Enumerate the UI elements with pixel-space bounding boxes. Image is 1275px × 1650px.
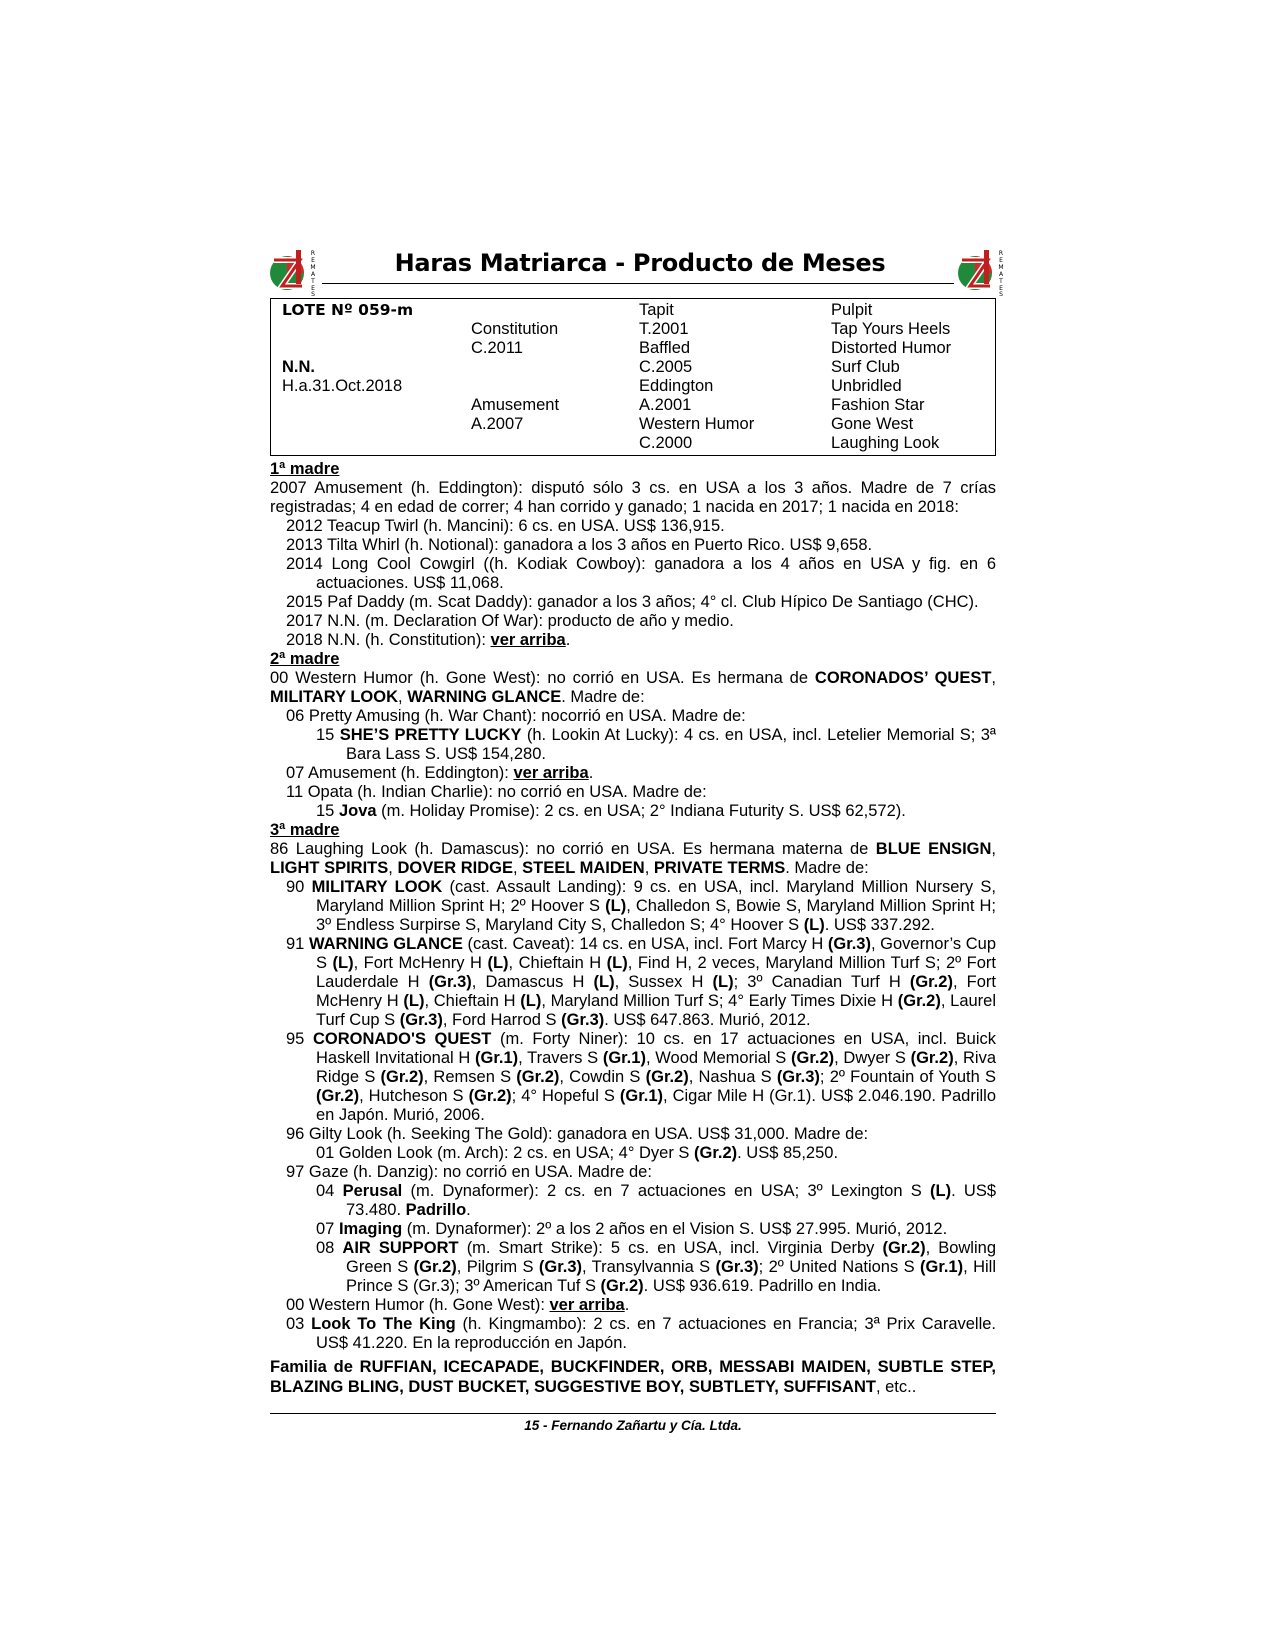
produce-entry: 2017 N.N. (m. Declaration Of War): producto de año y medio.	[286, 612, 734, 630]
ver-arriba-link: ver arriba	[513, 764, 589, 782]
pedigree-col-parents	[471, 301, 559, 434]
sire-year: C.2011	[471, 339, 523, 357]
remates-logo-right	[956, 246, 1010, 296]
grandparent: Western Humor	[639, 415, 755, 433]
great-grandparent: Laughing Look	[831, 434, 940, 452]
great-grandparent: Fashion Star	[831, 396, 925, 414]
produce-entry: 91 WARNING GLANCE (cast. Caveat): 14 cs. en USA, incl. Fort Marcy H (Gr.3), Governor’s Cup S (L), Fort McHenry H (L), Chieftain H (L), Find H, 2 veces, Maryland Million Turf S; 2º Fort Lauderdale H (Gr.3), Damascus H (L), Sussex H (L); 3º Canadian Turf H (Gr.2), Fort McHenry H (L), Chieftain H (L), Maryland Million Turf S; 4° Early Times Dixie H (Gr.2), Laurel Turf Cup S (Gr.3), Ford Harrod S (Gr.3). US$ 647.863. Murió, 2012.	[286, 935, 997, 1029]
svg-text:R: R	[998, 250, 1004, 257]
svg-text:A: A	[998, 271, 1004, 278]
svg-text:T: T	[311, 278, 315, 285]
grandparent: Eddington	[639, 377, 714, 395]
dam-paragraph: 86 Laughing Look (h. Damascus): no corrió en USA. Es hermana materna de BLUE ENSIGN, LIGHT SPIRITS, DOVER RIDGE, STEEL MAIDEN, PRIVATE TERMS. Madre de:	[270, 840, 996, 877]
dam-name: Amusement	[471, 396, 560, 414]
ver-arriba-link: ver arriba	[549, 1296, 625, 1314]
dam-paragraph: 00 Western Humor (h. Gone West): no corrió en USA. Es hermana de CORONADOS’ QUEST, MILITARY LOOK, WARNING GLANCE. Madre de:	[270, 669, 997, 706]
svg-text:E: E	[999, 285, 1003, 292]
produce-entry: 01 Golden Look (m. Arch): 2 cs. en USA; 4° Dyer S (Gr.2). US$ 85,250.	[316, 1144, 839, 1162]
great-grandparent: Pulpit	[831, 301, 873, 319]
page-title: Haras Matriarca - Producto de Meses	[394, 249, 886, 277]
produce-entry: 07 Amusement (h. Eddington): ver arriba.	[286, 764, 594, 782]
grandparent: T.2001	[639, 320, 689, 338]
produce-entry: 04 Perusal (m. Dynaformer): 2 cs. en 7 actuaciones en USA; 3º Lexington S (L). US$ 73.480. Padrillo.	[316, 1182, 997, 1219]
lot-number: LOTE Nº 059-m	[282, 301, 414, 319]
svg-text:M: M	[998, 264, 1004, 271]
svg-text:R: R	[310, 250, 316, 257]
page-footer: 15 - Fernando Zañartu y Cía. Ltda.	[524, 1418, 742, 1433]
section-heading: 1ª madre	[270, 460, 340, 478]
great-grandparent: Surf Club	[831, 358, 900, 376]
grandparent: A.2001	[639, 396, 692, 414]
horse-birth: H.a.31.Oct.2018	[282, 377, 403, 395]
produce-entry: 08 AIR SUPPORT (m. Smart Strike): 5 cs. en USA, incl. Virginia Derby (Gr.2), Bowling Green S (Gr.2), Pilgrim S (Gr.3), Transylvannia S (Gr.3); 2º United Nations S (Gr.1), Hill Prince S (Gr.3); 3º American Tuf S (Gr.2). US$ 936.619. Padrillo en India.	[316, 1239, 996, 1295]
sire-name: Constitution	[471, 320, 559, 338]
produce-entry: 07 Imaging (m. Dynaformer): 2º a los 2 años en el Vision S. US$ 27.995. Murió, 2012.	[316, 1220, 948, 1238]
svg-text:S: S	[311, 291, 315, 296]
horse-name: N.N.	[282, 358, 315, 376]
svg-text:E: E	[311, 257, 315, 264]
grandparent: Baffled	[639, 339, 691, 357]
produce-entry: 2013 Tilta Whirl (h. Notional): ganadora a los 3 años en Puerto Rico. US$ 9,658.	[286, 536, 873, 554]
pedigree-table	[270, 298, 996, 456]
family-notes	[270, 460, 996, 1397]
svg-text:M: M	[310, 264, 316, 271]
produce-entry: 95 CORONADO'S QUEST (m. Forty Niner): 10 cs. en 17 actuaciones en USA, incl. Buick Haskell Invitational H (Gr.1), Travers S (Gr.1), Wood Memorial S (Gr.2), Dwyer S (Gr.2), Riva Ridge S (Gr.2), Remsen S (Gr.2), Cowdin S (Gr.2), Nashua S (Gr.3); 2º Fountain of Youth S (Gr.2), Hutcheson S (Gr.2); 4° Hopeful S (Gr.1), Cigar Mile H (Gr.1). US$ 2.046.190. Padrillo en Japón. Murió, 2006.	[286, 1030, 997, 1124]
grandparent: C.2005	[639, 358, 693, 376]
produce-entry: 15 SHE’S PRETTY LUCKY (h. Lookin At Lucky): 4 cs. en USA, incl. Letelier Memorial S; 3ª Bara Lass S. US$ 154,280.	[316, 726, 997, 763]
produce-entry: 06 Pretty Amusing (h. War Chant): nocorrió en USA. Madre de:	[286, 707, 746, 725]
svg-text:E: E	[311, 285, 315, 292]
produce-entry: 2012 Teacup Twirl (h. Mancini): 6 cs. en USA. US$ 136,915.	[286, 517, 725, 535]
great-grandparent: Distorted Humor	[831, 339, 952, 357]
produce-entry: 11 Opata (h. Indian Charlie): no corrió en USA. Madre de:	[286, 783, 707, 801]
produce-entry: 03 Look To The King (h. Kingmambo): 2 cs. en 7 actuaciones en Francia; 3ª Prix Caravelle. US$ 41.220. En la reproducción en Japón.	[286, 1315, 997, 1352]
pedigree-col-grandparents	[639, 301, 754, 453]
dam-year: A.2007	[471, 415, 524, 433]
grandparent: Tapit	[639, 301, 674, 319]
svg-text:A: A	[310, 271, 316, 278]
produce-entry: 90 MILITARY LOOK (cast. Assault Landing): 9 cs. en USA, incl. Maryland Million Nursery S, Maryland Million Sprint H; 2º Hoover S (L), Challedon S, Bowie S, Maryland Million Sprint H; 3º Endless Surpirse S, Maryland City S, Challedon S; 4° Hoover S (L). US$ 337.292.	[286, 878, 997, 934]
great-grandparent: Gone West	[831, 415, 914, 433]
svg-text:T: T	[999, 278, 1003, 285]
pedigree-col-lot	[282, 301, 413, 396]
produce-entry: 15 Jova (m. Holiday Promise): 2 cs. en USA; 2° Indiana Futurity S. US$ 62,572).	[316, 802, 906, 820]
great-grandparent: Tap Yours Heels	[831, 320, 951, 338]
produce-entry: 2014 Long Cool Cowgirl ((h. Kodiak Cowboy): ganadora a los 4 años en USA y fig. en 6 actuaciones. US$ 11,068.	[286, 555, 996, 592]
great-grandparent: Unbridled	[831, 377, 902, 395]
produce-entry: 96 Gilty Look (h. Seeking The Gold): ganadora en USA. US$ 31,000. Madre de:	[286, 1125, 869, 1143]
pedigree-col-great-grandparents	[831, 301, 951, 453]
footer-divider	[270, 1413, 996, 1414]
svg-text:S: S	[999, 291, 1003, 296]
family-summary: Familia de RUFFIAN, ICECAPADE, BUCKFINDER, ORB, MESSABI MAIDEN, SUBTLE STEP, BLAZING BLING, DUST BUCKET, SUGGESTIVE BOY, SUBTLETY, SUFFISANT, etc..	[270, 1358, 996, 1396]
section-heading: 3ª madre	[270, 821, 340, 839]
produce-entry: 97 Gaze (h. Danzig): no corrió en USA. Madre de:	[286, 1163, 652, 1181]
grandparent: C.2000	[639, 434, 693, 452]
produce-entry: 2015 Paf Daddy (m. Scat Daddy): ganador a los 3 años; 4° cl. Club Hípico De Santiago (CHC).	[286, 593, 979, 611]
section-heading: 2ª madre	[270, 650, 340, 668]
produce-entry: 2018 N.N. (h. Constitution): ver arriba.	[286, 631, 571, 649]
ver-arriba-link: ver arriba	[490, 631, 566, 649]
svg-text:E: E	[999, 257, 1003, 264]
produce-entry: 00 Western Humor (h. Gone West): ver arriba.	[286, 1296, 630, 1314]
remates-logo-left	[268, 246, 322, 296]
dam-paragraph: 2007 Amusement (h. Eddington): disputó sólo 3 cs. en USA a los 3 años. Madre de 7 crías registradas; 4 en edad de correr; 4 han corrido y ganado; 1 nacida en 2017; 1 nacida en 2018:	[270, 479, 996, 516]
title-divider	[322, 283, 954, 284]
